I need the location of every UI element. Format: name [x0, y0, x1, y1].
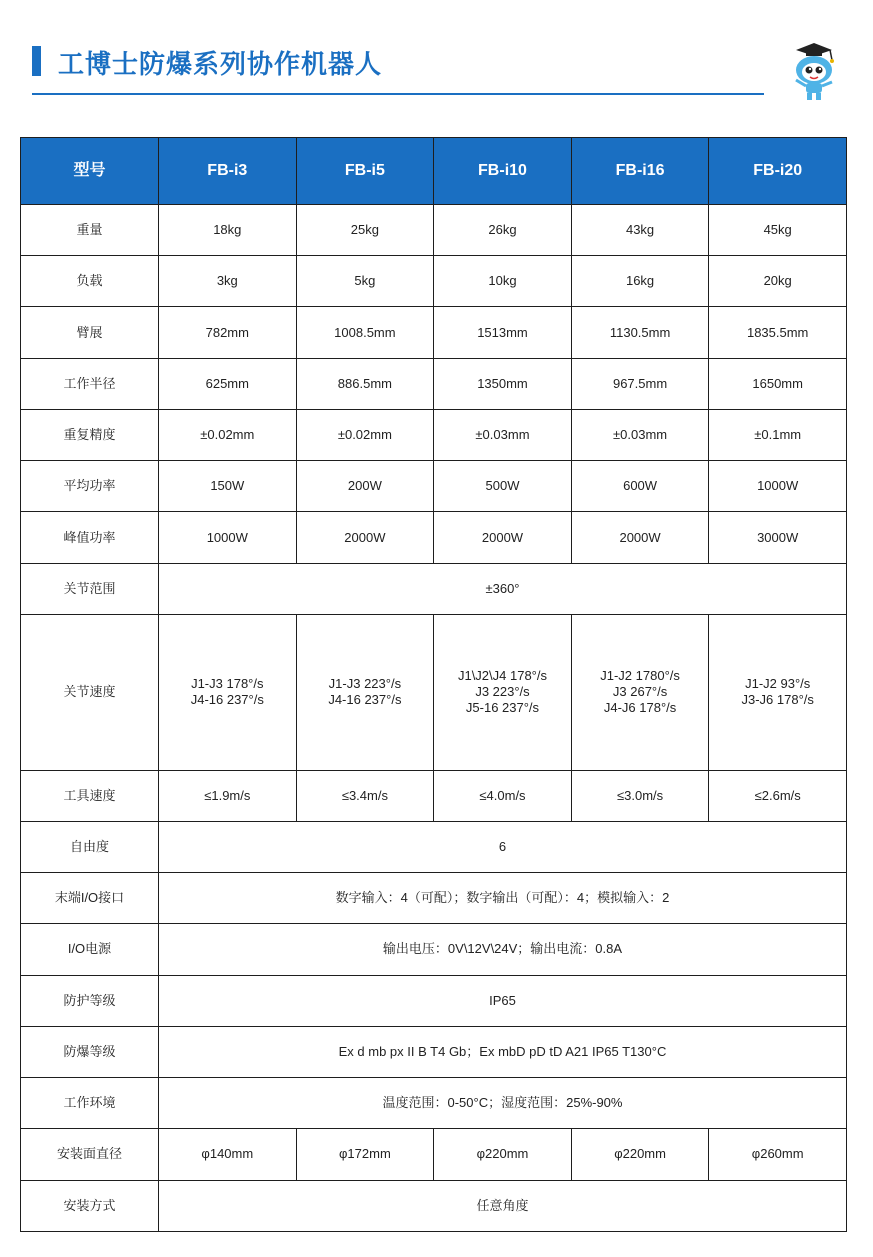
table-cell: 967.5mm: [571, 358, 709, 409]
table-cell: 2000W: [296, 512, 434, 563]
joint-speed-text: J1-J2 1780°/s J3 267°/s J4-J6 178°/s: [600, 668, 680, 716]
spec-table: [20, 137, 847, 1232]
row-label: 重量: [21, 205, 159, 256]
table-row-end-io: [21, 873, 847, 924]
row-label: 关节速度: [21, 614, 159, 770]
table-row-repeatability: [21, 409, 847, 460]
table-row-explosion: [21, 1026, 847, 1077]
table-cell: 782mm: [159, 307, 297, 358]
robot-mascot-icon: [784, 40, 844, 102]
table-cell: 2000W: [434, 512, 572, 563]
joint-speed-text: J1-J2 93°/s J3-J6 178°/s: [741, 676, 814, 708]
table-cell: 26kg: [434, 205, 572, 256]
table-cell: ≤3.0m/s: [571, 770, 709, 821]
row-label: 防护等级: [21, 975, 159, 1026]
table-cell: ≤3.4m/s: [296, 770, 434, 821]
row-label: 自由度: [21, 821, 159, 872]
table-cell: ±0.02mm: [296, 409, 434, 460]
table-cell: 886.5mm: [296, 358, 434, 409]
header-cell-fb-i20: FB-i20: [709, 138, 847, 205]
row-label: 工具速度: [21, 770, 159, 821]
table-cell: 5kg: [296, 256, 434, 307]
table-row-joint-range: [21, 563, 847, 614]
table-row-payload: [21, 256, 847, 307]
table-cell: [434, 614, 572, 770]
table-cell: 1350mm: [434, 358, 572, 409]
table-cell: 150W: [159, 461, 297, 512]
table-row-tool-speed: [21, 770, 847, 821]
table-cell: ≤2.6m/s: [709, 770, 847, 821]
table-cell: ±0.1mm: [709, 409, 847, 460]
title-accent-bar: [32, 46, 41, 76]
header-cell-model: 型号: [21, 138, 159, 205]
table-row-working-radius: [21, 358, 847, 409]
table-cell: 600W: [571, 461, 709, 512]
table-row-peak-power: [21, 512, 847, 563]
row-label: 平均功率: [21, 461, 159, 512]
table-cell-merged: 任意角度: [159, 1180, 847, 1232]
table-cell: φ220mm: [434, 1129, 572, 1180]
row-label: 安装方式: [21, 1180, 159, 1232]
table-cell: 500W: [434, 461, 572, 512]
table-row-avg-power: [21, 461, 847, 512]
table-cell: 625mm: [159, 358, 297, 409]
table-cell: 1835.5mm: [709, 307, 847, 358]
row-label: 负载: [21, 256, 159, 307]
table-cell: [296, 614, 434, 770]
table-cell-merged: 输出电压：0V\12V\24V；输出电流：0.8A: [159, 924, 847, 975]
table-cell: 43kg: [571, 205, 709, 256]
table-cell: 25kg: [296, 205, 434, 256]
table-cell-merged: 温度范围：0-50°C；湿度范围：25%-90%: [159, 1078, 847, 1129]
table-cell: [159, 614, 297, 770]
header-cell-fb-i10: FB-i10: [434, 138, 572, 205]
table-cell: φ172mm: [296, 1129, 434, 1180]
table-cell-merged: ±360°: [159, 563, 847, 614]
table-cell: ±0.03mm: [571, 409, 709, 460]
table-row-joint-speed: [21, 614, 847, 770]
table-row-reach: [21, 307, 847, 358]
table-cell: φ220mm: [571, 1129, 709, 1180]
table-cell: ±0.02mm: [159, 409, 297, 460]
table-cell: ±0.03mm: [434, 409, 572, 460]
table-cell: [709, 614, 847, 770]
header-cell-fb-i5: FB-i5: [296, 138, 434, 205]
row-label: 防爆等级: [21, 1026, 159, 1077]
table-cell: 18kg: [159, 205, 297, 256]
page-title: 工博士防爆系列协作机器人: [58, 50, 383, 80]
table-cell: 200W: [296, 461, 434, 512]
table-cell: 3kg: [159, 256, 297, 307]
table-cell: φ260mm: [709, 1129, 847, 1180]
table-cell: 1000W: [709, 461, 847, 512]
table-row-mounting: [21, 1180, 847, 1232]
table-cell: 1000W: [159, 512, 297, 563]
table-row-weight: [21, 205, 847, 256]
table-cell-merged: 数字输入：4（可配）；数字输出（可配）：4；模拟输入：2: [159, 873, 847, 924]
joint-speed-text: J1-J3 223°/s J4-16 237°/s: [328, 676, 402, 708]
table-row-environment: [21, 1078, 847, 1129]
table-cell: 1008.5mm: [296, 307, 434, 358]
table-cell: 45kg: [709, 205, 847, 256]
table-cell: 1130.5mm: [571, 307, 709, 358]
table-cell-merged: IP65: [159, 975, 847, 1026]
table-row-protection: [21, 975, 847, 1026]
table-cell: 10kg: [434, 256, 572, 307]
row-label: 安装面直径: [21, 1129, 159, 1180]
row-label: 重复精度: [21, 409, 159, 460]
table-cell: 2000W: [571, 512, 709, 563]
row-label: 峰值功率: [21, 512, 159, 563]
table-cell: ≤4.0m/s: [434, 770, 572, 821]
table-cell: 3000W: [709, 512, 847, 563]
header-cell-fb-i3: FB-i3: [159, 138, 297, 205]
table-cell-merged: 6: [159, 821, 847, 872]
table-cell: [571, 614, 709, 770]
joint-speed-text: J1\J2\J4 178°/s J3 223°/s J5-16 237°/s: [457, 668, 547, 716]
table-cell: 20kg: [709, 256, 847, 307]
row-label: 末端I/O接口: [21, 873, 159, 924]
table-header-row: [21, 138, 847, 205]
header-cell-fb-i16: FB-i16: [571, 138, 709, 205]
row-label: 关节范围: [21, 563, 159, 614]
table-row-dof: [21, 821, 847, 872]
table-row-mount-diameter: [21, 1129, 847, 1180]
row-label: 臂展: [21, 307, 159, 358]
joint-speed-text: J1-J3 178°/s J4-16 237°/s: [190, 676, 264, 708]
table-cell: 1650mm: [709, 358, 847, 409]
table-cell: φ140mm: [159, 1129, 297, 1180]
table-cell: ≤1.9m/s: [159, 770, 297, 821]
title-divider: [32, 93, 764, 95]
table-cell-merged: Ex d mb px II B T4 Gb；Ex mbD pD tD A21 IP65 T130°C: [159, 1026, 847, 1077]
row-label: 工作半径: [21, 358, 159, 409]
row-label: 工作环境: [21, 1078, 159, 1129]
table-row-io-power: [21, 924, 847, 975]
table-cell: 1513mm: [434, 307, 572, 358]
row-label: I/O电源: [21, 924, 159, 975]
table-cell: 16kg: [571, 256, 709, 307]
